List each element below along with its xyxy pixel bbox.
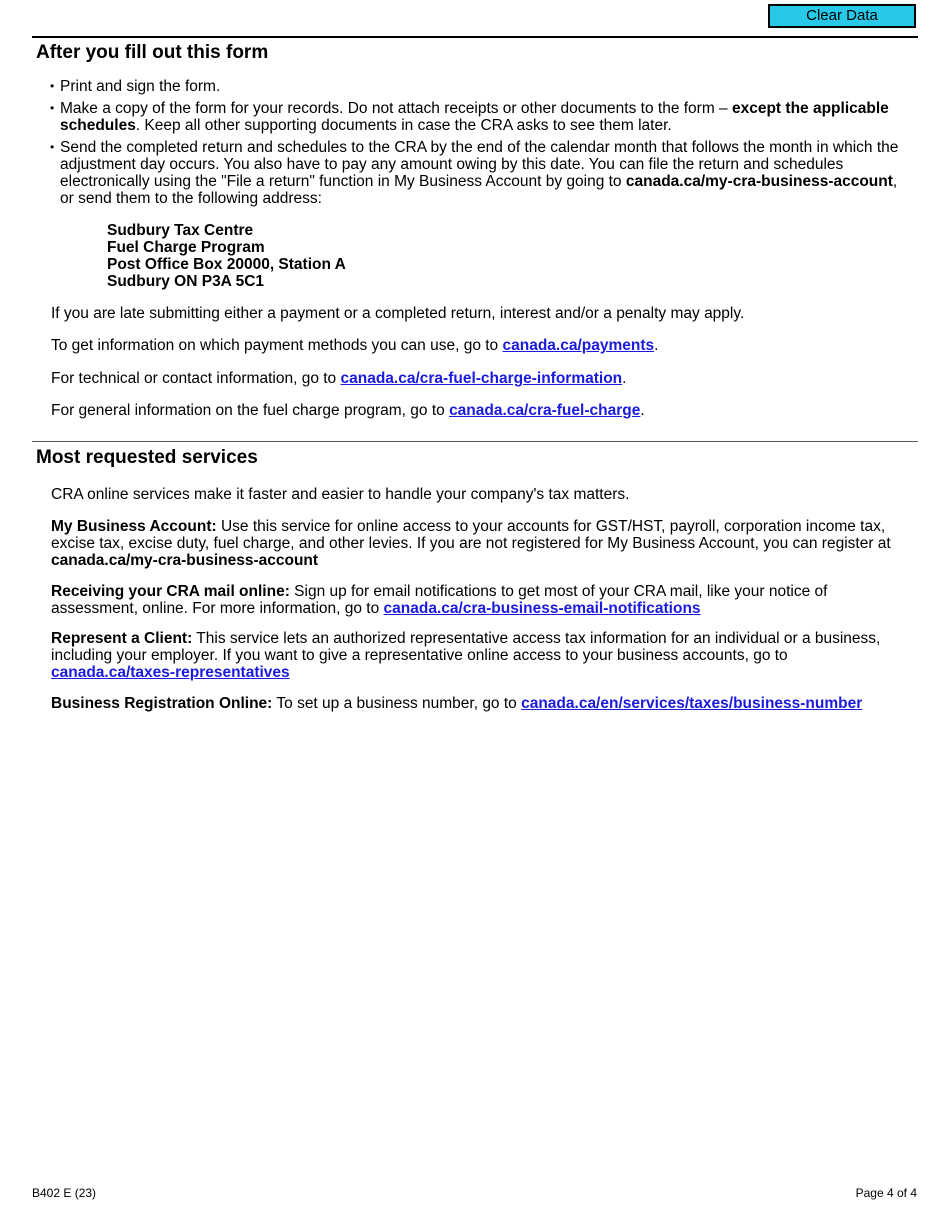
bullet-send-bold: canada.ca/my-cra-business-account — [625, 173, 893, 190]
services-title: Most requested services — [36, 447, 258, 468]
clear-data-button[interactable]: Clear Data — [768, 4, 916, 28]
list-item — [50, 78, 910, 95]
address-line: Fuel Charge Program — [107, 239, 265, 256]
address-line: Sudbury Tax Centre — [107, 222, 254, 239]
after-form-title: After you fill out this form — [36, 42, 269, 63]
late-penalty-note: If you are late submitting either a payment or a completed return, interest and/or a penalty may apply. — [51, 305, 745, 322]
general-info — [51, 402, 911, 419]
list-item — [50, 100, 910, 134]
client-text: This service lets an authorized representative access tax information for an individual or a business, including your employer. If you want to give a representative online access to your business accounts, go to — [51, 630, 881, 664]
bullet-send-text: Send the completed return and schedules to the CRA by the end of the calendar month that follows the month in which the adjustment day occurs. You also have to pay any amount owing by this date. You can file the return and schedules electronically using the "File a return" function in My Business Account by going to — [60, 139, 899, 190]
services-intro: CRA online services make it faster and easier to handle your company's tax matters. — [51, 486, 630, 503]
represent-client-info — [51, 630, 911, 681]
bullet-send-text2: , or send them to the following address: — [60, 173, 898, 207]
payments-info — [51, 337, 911, 354]
email-notifications-link[interactable]: canada.ca/cra-business-email-notifications — [383, 600, 701, 617]
mba-address: canada.ca/my-cra-business-account — [51, 552, 319, 569]
bro-label: Business Registration Online: — [51, 695, 273, 712]
mba-label: My Business Account: — [51, 518, 217, 535]
list-item — [50, 139, 910, 207]
mail-label: Receiving your CRA mail online: — [51, 583, 290, 600]
bro-text: To set up a business number, go to — [272, 695, 522, 712]
mail-text: Sign up for email notifications to get most of your CRA mail, like your notice of assessment, online. For more information, go to — [51, 583, 828, 617]
fuel-charge-link[interactable]: canada.ca/cra-fuel-charge — [449, 402, 641, 419]
bullet-print-sign: Print and sign the form. — [60, 78, 221, 95]
technical-text: For technical or contact information, go to — [51, 370, 341, 387]
taxes-representatives-link[interactable]: canada.ca/taxes-representatives — [51, 664, 290, 681]
bullet-copy-text: Make a copy of the form for your records. Do not attach receipts or other documents to the form – — [60, 100, 732, 117]
payments-end: . — [654, 337, 659, 354]
general-text: For general information on the fuel charge program, go to — [51, 402, 450, 419]
client-label: Represent a Client: — [51, 630, 193, 647]
technical-info — [51, 370, 911, 387]
fuel-charge-information-link[interactable]: canada.ca/cra-fuel-charge-information — [340, 370, 623, 387]
business-registration-info — [51, 695, 911, 712]
after-form-list — [50, 78, 910, 207]
my-business-account-info — [51, 518, 911, 569]
payments-link[interactable]: canada.ca/payments — [502, 337, 655, 354]
top-divider — [32, 36, 918, 38]
mail-online-info — [51, 583, 911, 617]
mba-text: Use this service for online access to your accounts for GST/HST, payroll, corporation income tax, excise tax, excise duty, fuel charge, and other levies. If you are not registered for My Business Account, you can register at — [51, 518, 891, 552]
bullet-copy-text2: . Keep all other supporting documents in case the CRA asks to see them later. — [135, 117, 672, 134]
technical-end: . — [622, 370, 627, 387]
general-end: . — [640, 402, 645, 419]
bullet-copy-bold: except the applicable schedules — [60, 100, 889, 134]
mailing-address — [107, 222, 346, 290]
address-line: Sudbury ON P3A 5C1 — [107, 273, 265, 290]
payments-text: To get information on which payment methods you can use, go to — [51, 337, 503, 354]
section-divider — [32, 441, 918, 442]
page-number: Page 4 of 4 — [855, 1186, 917, 1200]
form-identifier: B402 E (23) — [32, 1186, 97, 1200]
address-line: Post Office Box 20000, Station A — [107, 256, 346, 273]
business-number-link[interactable]: canada.ca/en/services/taxes/business-number — [521, 695, 863, 712]
